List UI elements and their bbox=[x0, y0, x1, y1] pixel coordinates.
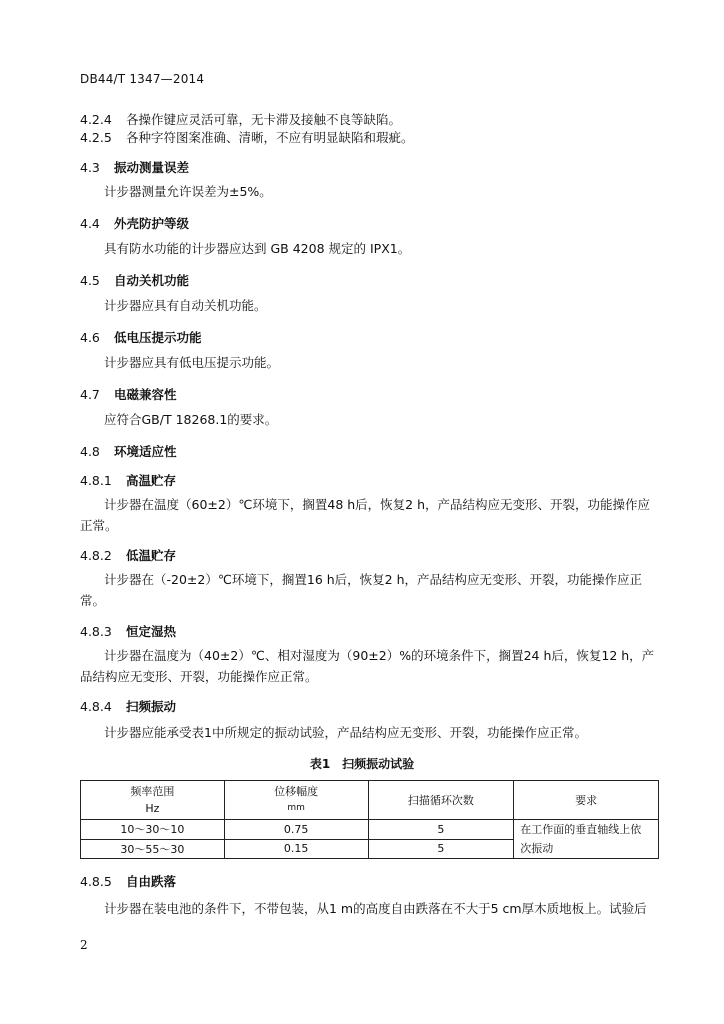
section-number: 4.5 bbox=[80, 273, 100, 288]
section-4-6-body: 计步器应具有低电压提示功能。 bbox=[104, 355, 280, 370]
header-label: 位移幅度 bbox=[274, 785, 319, 798]
subsection-number: 4.8.3 bbox=[80, 624, 112, 639]
header-label: 频率范围 bbox=[130, 785, 175, 798]
section-4-7-body: 应符合GB/T 18268.1的要求。 bbox=[104, 412, 278, 427]
section-title: 振动测量误差 bbox=[114, 160, 190, 175]
section-number: 4.6 bbox=[80, 330, 100, 345]
cell-displacement: 0.75 bbox=[224, 820, 368, 840]
document-header: DB44/T 1347—2014 bbox=[80, 72, 205, 86]
section-number: 4.7 bbox=[80, 387, 100, 402]
header-unit: mm bbox=[287, 803, 305, 813]
subsection-4-8-3-heading bbox=[80, 622, 176, 640]
subsection-4-8-4-body: 计步器应能承受表1中所规定的振动试验，产品结构应无变形、开裂，功能操作应正常。 bbox=[104, 725, 587, 740]
subsection-4-8-1-body: 计步器在温度（60±2）℃环境下，搁置48 h后，恢复2 h，产品结构应无变形、开裂，功能操作应正常。 bbox=[80, 497, 651, 533]
subsection-4-8-5-body: 计步器在装电池的条件下，不带包装，从1 m的高度自由跌落在不大于5 cm厚木质地板上。试验后 bbox=[104, 901, 647, 916]
section-4-5-body: 计步器应具有自动关机功能。 bbox=[104, 298, 267, 313]
section-4-8-heading bbox=[80, 442, 177, 460]
section-4-4-body: 具有防水功能的计步器应达到 GB 4208 规定的 IPX1。 bbox=[104, 241, 411, 256]
vibration-test-table bbox=[80, 780, 659, 859]
table-caption: 表1 扫频振动试验 bbox=[309, 757, 415, 771]
section-title: 自动关机功能 bbox=[114, 273, 190, 288]
section-number: 4.3 bbox=[80, 160, 100, 175]
section-4-7-heading bbox=[80, 385, 177, 403]
section-title: 低电压提示功能 bbox=[114, 330, 202, 345]
clause-number: 4.2.4 bbox=[80, 112, 112, 127]
subsection-4-8-4-heading bbox=[80, 697, 176, 715]
header-requirement: 要求 bbox=[514, 781, 659, 820]
subsection-4-8-3-body: 计步器在温度为（40±2）℃、相对湿度为（90±2）%的环境条件下，搁置24 h后，恢复12 h，产品结构应无变形、开裂，功能操作应正常。 bbox=[80, 648, 655, 684]
section-title: 环境适应性 bbox=[114, 444, 177, 459]
section-title: 电磁兼容性 bbox=[114, 387, 177, 402]
subsection-number: 4.8.4 bbox=[80, 699, 112, 714]
section-number: 4.8 bbox=[80, 444, 100, 459]
section-4-5-heading bbox=[80, 271, 189, 289]
section-4-3-heading bbox=[80, 158, 189, 176]
table-header-row bbox=[81, 781, 659, 820]
cell-displacement: 0.15 bbox=[224, 839, 368, 859]
cell-cycles: 5 bbox=[368, 839, 514, 859]
subsection-4-8-2-heading bbox=[80, 546, 176, 564]
subsection-4-8-5-heading bbox=[80, 872, 176, 890]
clause-number: 4.2.5 bbox=[80, 130, 112, 145]
header-displacement bbox=[224, 781, 368, 820]
subsection-number: 4.8.2 bbox=[80, 548, 112, 563]
header-frequency-range bbox=[81, 781, 225, 820]
clause-4-2-5 bbox=[80, 128, 414, 146]
section-4-4-heading bbox=[80, 214, 189, 232]
cell-frequency: 10～30～10 bbox=[81, 820, 225, 840]
header-sweep-cycles: 扫描循环次数 bbox=[368, 781, 514, 820]
cell-frequency: 30～55～30 bbox=[81, 839, 225, 859]
cell-requirement: 在工作面的垂直轴线上依次振动 bbox=[514, 820, 659, 859]
subsection-title: 恒定湿热 bbox=[126, 624, 177, 639]
subsection-number: 4.8.5 bbox=[80, 874, 112, 889]
clause-text: 各种字符图案准确、清晰，不应有明显缺陷和瑕疵。 bbox=[126, 130, 414, 145]
header-unit: Hz bbox=[145, 802, 160, 815]
clause-text: 各操作键应灵活可靠，无卡滞及接触不良等缺陷。 bbox=[126, 112, 402, 127]
section-number: 4.4 bbox=[80, 216, 100, 231]
section-4-6-heading bbox=[80, 328, 202, 346]
subsection-title: 高温贮存 bbox=[126, 473, 177, 488]
subsection-title: 自由跌落 bbox=[126, 874, 177, 889]
cell-cycles: 5 bbox=[368, 820, 514, 840]
clause-4-2-4 bbox=[80, 110, 401, 128]
table-row bbox=[81, 820, 659, 840]
page-number: 2 bbox=[80, 938, 88, 952]
subsection-4-8-2-body: 计步器在（-20±2）℃环境下，搁置16 h后，恢复2 h，产品结构应无变形、开裂，功能操作应正常。 bbox=[80, 572, 643, 608]
subsection-number: 4.8.1 bbox=[80, 473, 112, 488]
section-title: 外壳防护等级 bbox=[114, 216, 190, 231]
subsection-title: 低温贮存 bbox=[126, 548, 177, 563]
section-4-3-body: 计步器测量允许误差为±5%。 bbox=[104, 184, 272, 199]
subsection-4-8-1-heading bbox=[80, 471, 176, 489]
subsection-title: 扫频振动 bbox=[126, 699, 177, 714]
